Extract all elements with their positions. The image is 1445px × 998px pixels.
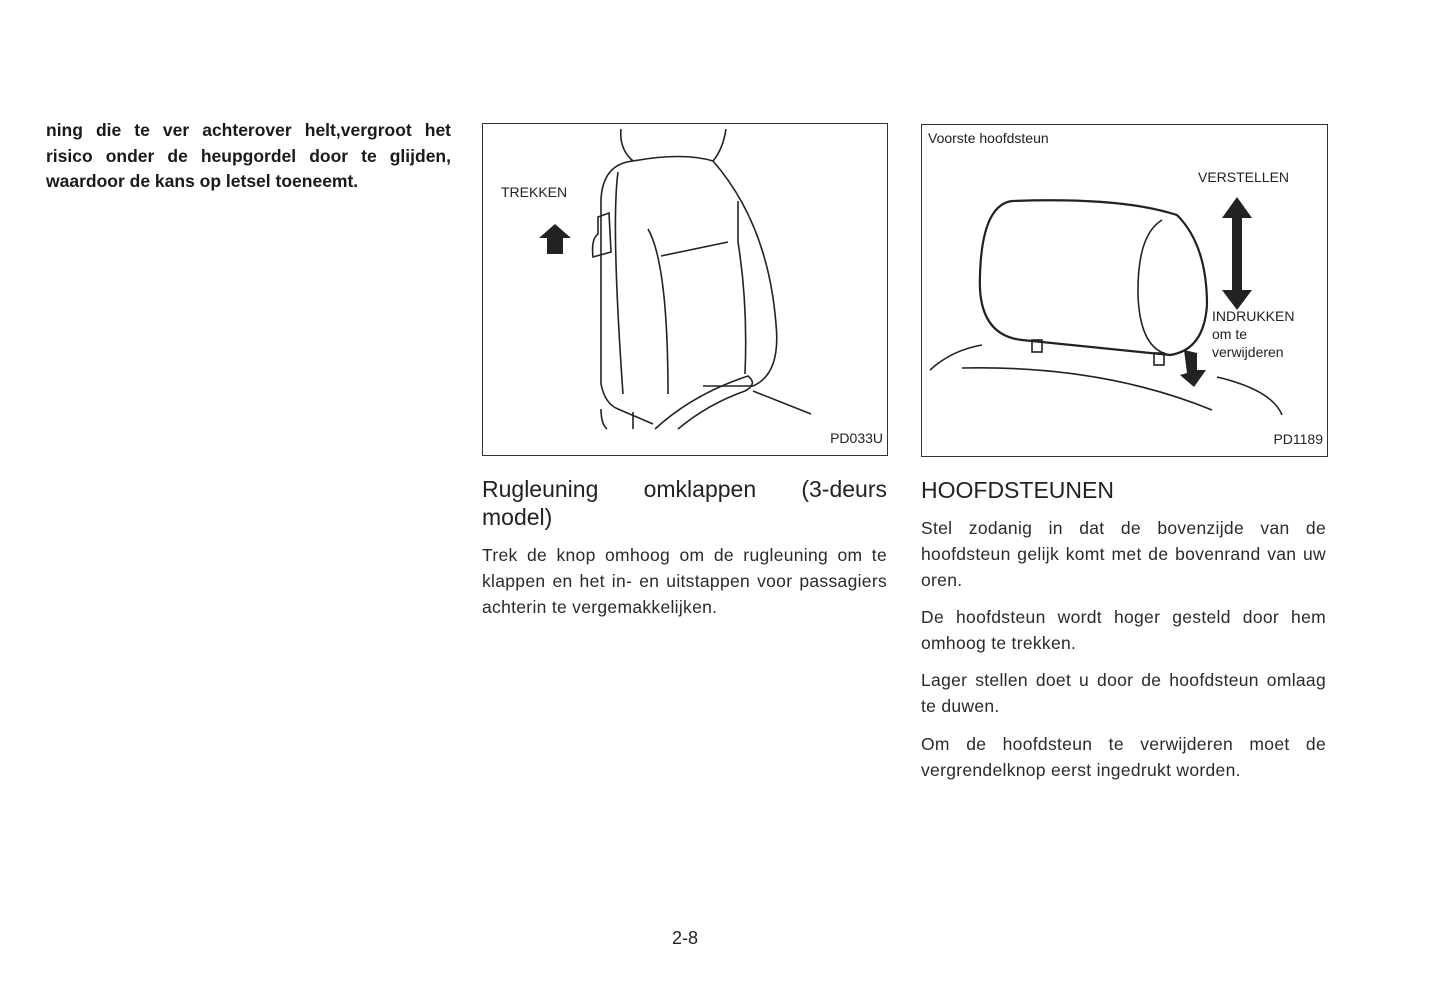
pull-up-arrow-icon <box>539 224 571 254</box>
page-number: 2-8 <box>672 928 699 948</box>
figure-title: Voorste hoofdsteun <box>928 130 1049 146</box>
label-press-1: INDRUKKEN <box>1212 308 1295 324</box>
adjust-arrow-icon <box>1222 197 1252 310</box>
label-adjust: VERSTELLEN <box>1198 169 1290 185</box>
label-pull: TREKKEN <box>501 184 568 200</box>
figure-code: PD033U <box>830 430 883 446</box>
section-body-seatback: Trek de knop omhoog om de rugleuning om te klappen en het in- en uitstappen voor passagiers achterin te vergemakkelijken. <box>482 545 887 617</box>
figure-seatback <box>482 123 888 456</box>
figure-code: PD1189 <box>1273 431 1323 447</box>
paragraph: Stel zodanig in dat de bovenzijde van de hoofdsteun gelijk komt met de bovenrand van uw oren. <box>921 518 1326 590</box>
paragraph: De hoofdsteun wordt hoger gesteld door hem omhoog te trekken. <box>921 607 1326 653</box>
figure-headrest <box>921 124 1328 457</box>
paragraph: Om de hoofdsteun te verwijderen moet de vergrendelknop eerst ingedrukt worden. <box>921 734 1326 780</box>
section-heading-headrests: HOOFDSTEUNEN <box>921 477 1114 503</box>
press-down-arrow-icon <box>1180 350 1206 387</box>
section-heading-seatback: Rugleuning omklappen (3-deurs model) <box>482 476 887 530</box>
label-press-2: om te <box>1212 326 1248 342</box>
paragraph: Lager stellen doet u door de hoofdsteun omlaag te duwen. <box>921 670 1326 716</box>
label-press-3: verwijderen <box>1212 344 1284 360</box>
intro-warning-text: ning die te ver achterover helt,vergroot het risico onder de heupgordel door te glijden, waardoor de kans op letsel toeneemt. <box>46 120 451 191</box>
seat-illustration <box>483 124 887 455</box>
